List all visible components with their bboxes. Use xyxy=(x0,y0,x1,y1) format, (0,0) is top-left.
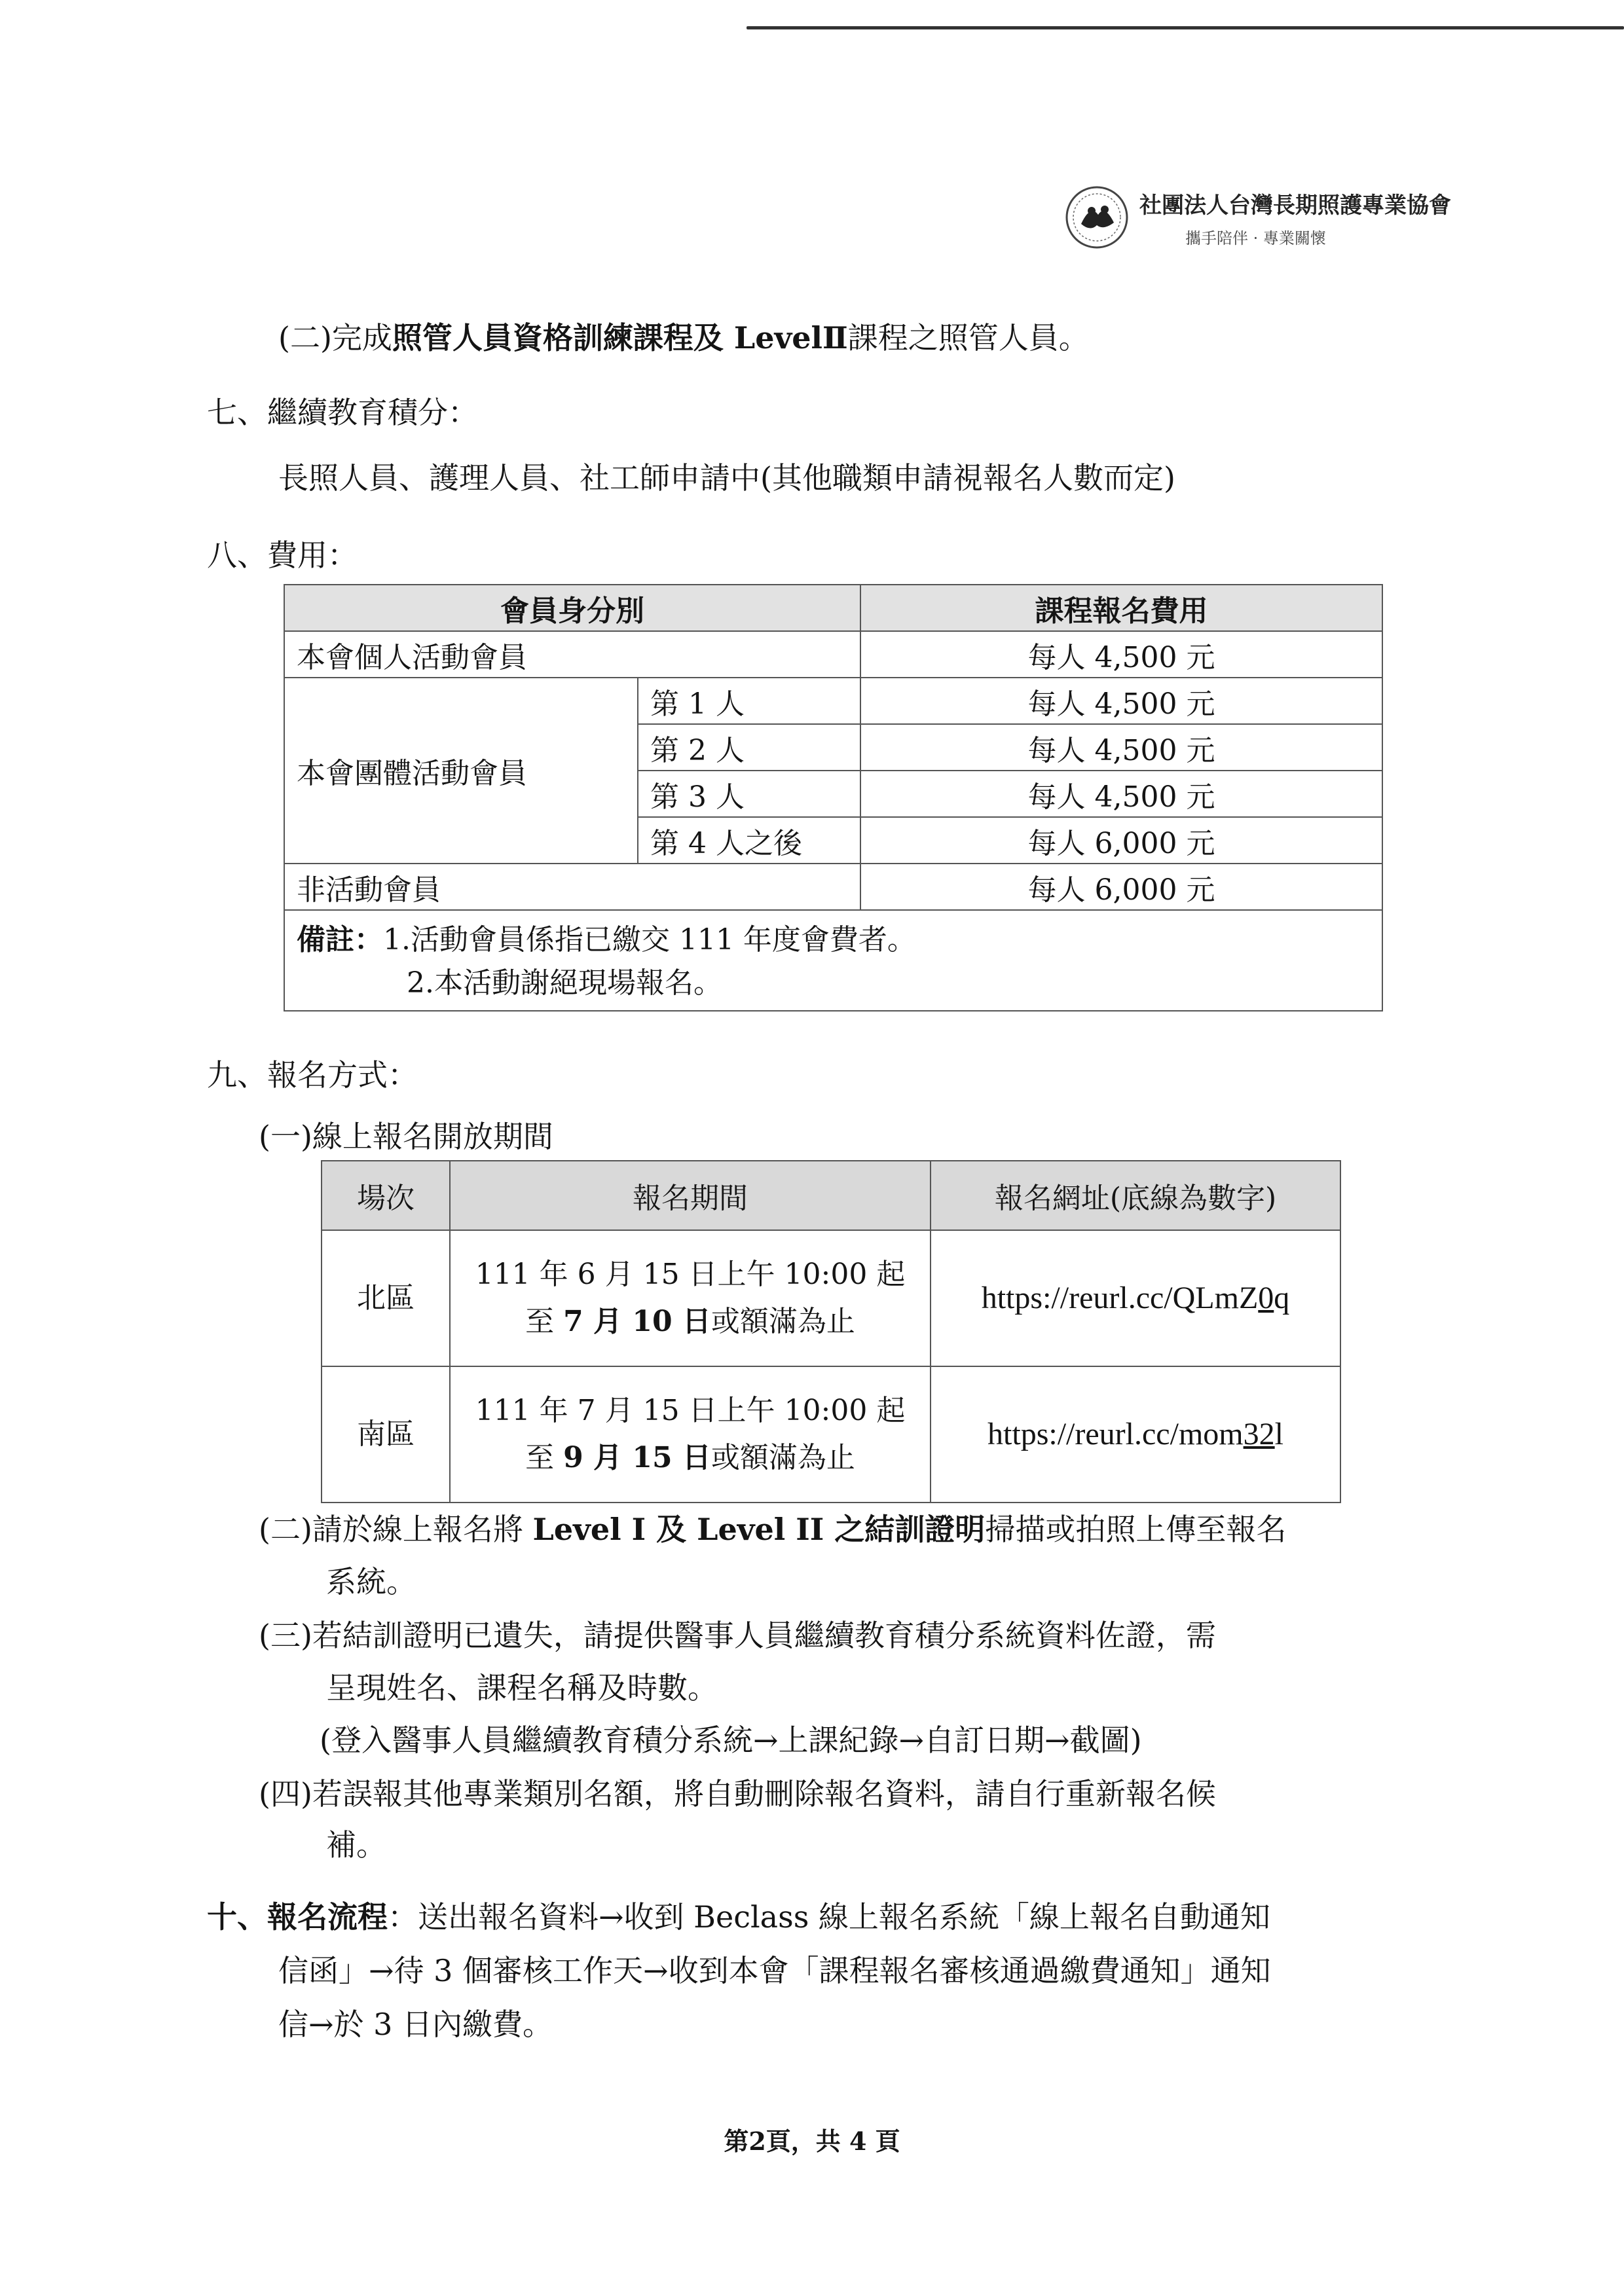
org-slogan: 攜手陪伴 · 專業關懷 xyxy=(1185,229,1326,247)
section9-sub3-steps: (登入醫事人員繼續教育積分系統→上課紀錄→自訂日期→截圖) xyxy=(320,1722,1142,1758)
registration-link-north[interactable]: https://reurl.cc/QLmZ0q xyxy=(931,1230,1340,1366)
note-label: 備註： xyxy=(297,923,383,957)
area-south: 南區 xyxy=(322,1366,450,1503)
section10-title: 十、報名流程 xyxy=(207,1899,388,1935)
section10-line1: 十、報名流程：送出報名資料→收到 Beclass 線上報名系統「線上報名自動通知 xyxy=(207,1899,1270,1935)
period-south: 111 年 7 月 15 日上午 10:00 起 至 9 月 15 日或額滿為止 xyxy=(450,1366,931,1503)
fee-table xyxy=(284,584,1383,1011)
section9-sub1: (一)線上報名開放期間 xyxy=(259,1119,553,1154)
section9-sub2-cont: 系統。 xyxy=(326,1564,416,1599)
section7-body: 長照人員、護理人員、社工師申請中(其他職類申請視報名人數而定) xyxy=(278,460,1175,496)
fee-header: 課程報名費用 xyxy=(860,585,1382,631)
note-1: 1.活動會員係指已繳交 111 年度會費者。 xyxy=(383,923,916,957)
section9-sub2: (二)請於線上報名將 Level I 及 Level II 之結訓證明掃描或拍照上傳至報名 xyxy=(259,1512,1287,1547)
fee-table-header xyxy=(284,585,1382,631)
section9-sub3: (三)若結訓證明已遺失，請提供醫事人員繼續教育積分系統資料佐證，需 xyxy=(259,1618,1216,1653)
section9-sub4: (四)若誤報其他專業類別名額，將自動刪除報名資料，請自行重新報名候 xyxy=(259,1776,1216,1812)
fee-note-row xyxy=(284,910,1382,1011)
section10-line3: 信→於 3 日內繳費。 xyxy=(278,2007,553,2042)
org-name: 社團法人台灣長期照護專業協會 xyxy=(1139,192,1451,219)
registration-table-header: 場次 報名期間 報名網址(底線為數字) xyxy=(322,1161,1340,1230)
section9-sub4-cont: 補。 xyxy=(326,1827,386,1863)
table-row xyxy=(322,1230,1340,1366)
section9-sub3-cont: 呈現姓名、課程名稱及時數。 xyxy=(326,1670,718,1705)
table-row: 第 2 人 每人 4,500 元 xyxy=(284,724,1382,771)
area-north: 北區 xyxy=(322,1230,450,1366)
member-type-header: 會員身分別 xyxy=(284,585,860,631)
section10-line2: 信函」→待 3 個審核工作天→收到本會「課程報名審核通過繳費通知」通知 xyxy=(278,1953,1271,1988)
section7-title: 七、繼續教育積分： xyxy=(207,395,478,430)
table-row: 本會團體活動會員 第 1 人 每人 4,500 元 xyxy=(284,678,1382,724)
table-row: 第 4 人之後 每人 6,000 元 xyxy=(284,817,1382,864)
section6-item2: (二)完成照管人員資格訓練課程及 LevelⅡ課程之照管人員。 xyxy=(278,320,1089,355)
table-row: 本會個人活動會員 每人 4,500 元 xyxy=(284,631,1382,678)
table-row: 非活動會員 每人 6,000 元 xyxy=(284,864,1382,910)
scan-edge-line xyxy=(747,26,1624,29)
registration-link-south[interactable]: https://reurl.cc/mom32l xyxy=(931,1366,1340,1503)
table-row xyxy=(322,1366,1340,1503)
section9-title: 九、報名方式： xyxy=(207,1057,418,1093)
page-number: 第2頁，共 4 頁 xyxy=(724,2126,900,2156)
association-logo-icon xyxy=(1064,185,1130,250)
section8-title: 八、費用： xyxy=(207,538,358,573)
registration-table xyxy=(321,1160,1341,1503)
group-member-label: 本會團體活動會員 xyxy=(284,678,638,864)
note-2: 2.本活動謝絕現場報名。 xyxy=(407,966,722,1000)
table-row: 第 3 人 每人 4,500 元 xyxy=(284,771,1382,817)
period-north: 111 年 6 月 15 日上午 10:00 起 至 7 月 10 日或額滿為止 xyxy=(450,1230,931,1366)
